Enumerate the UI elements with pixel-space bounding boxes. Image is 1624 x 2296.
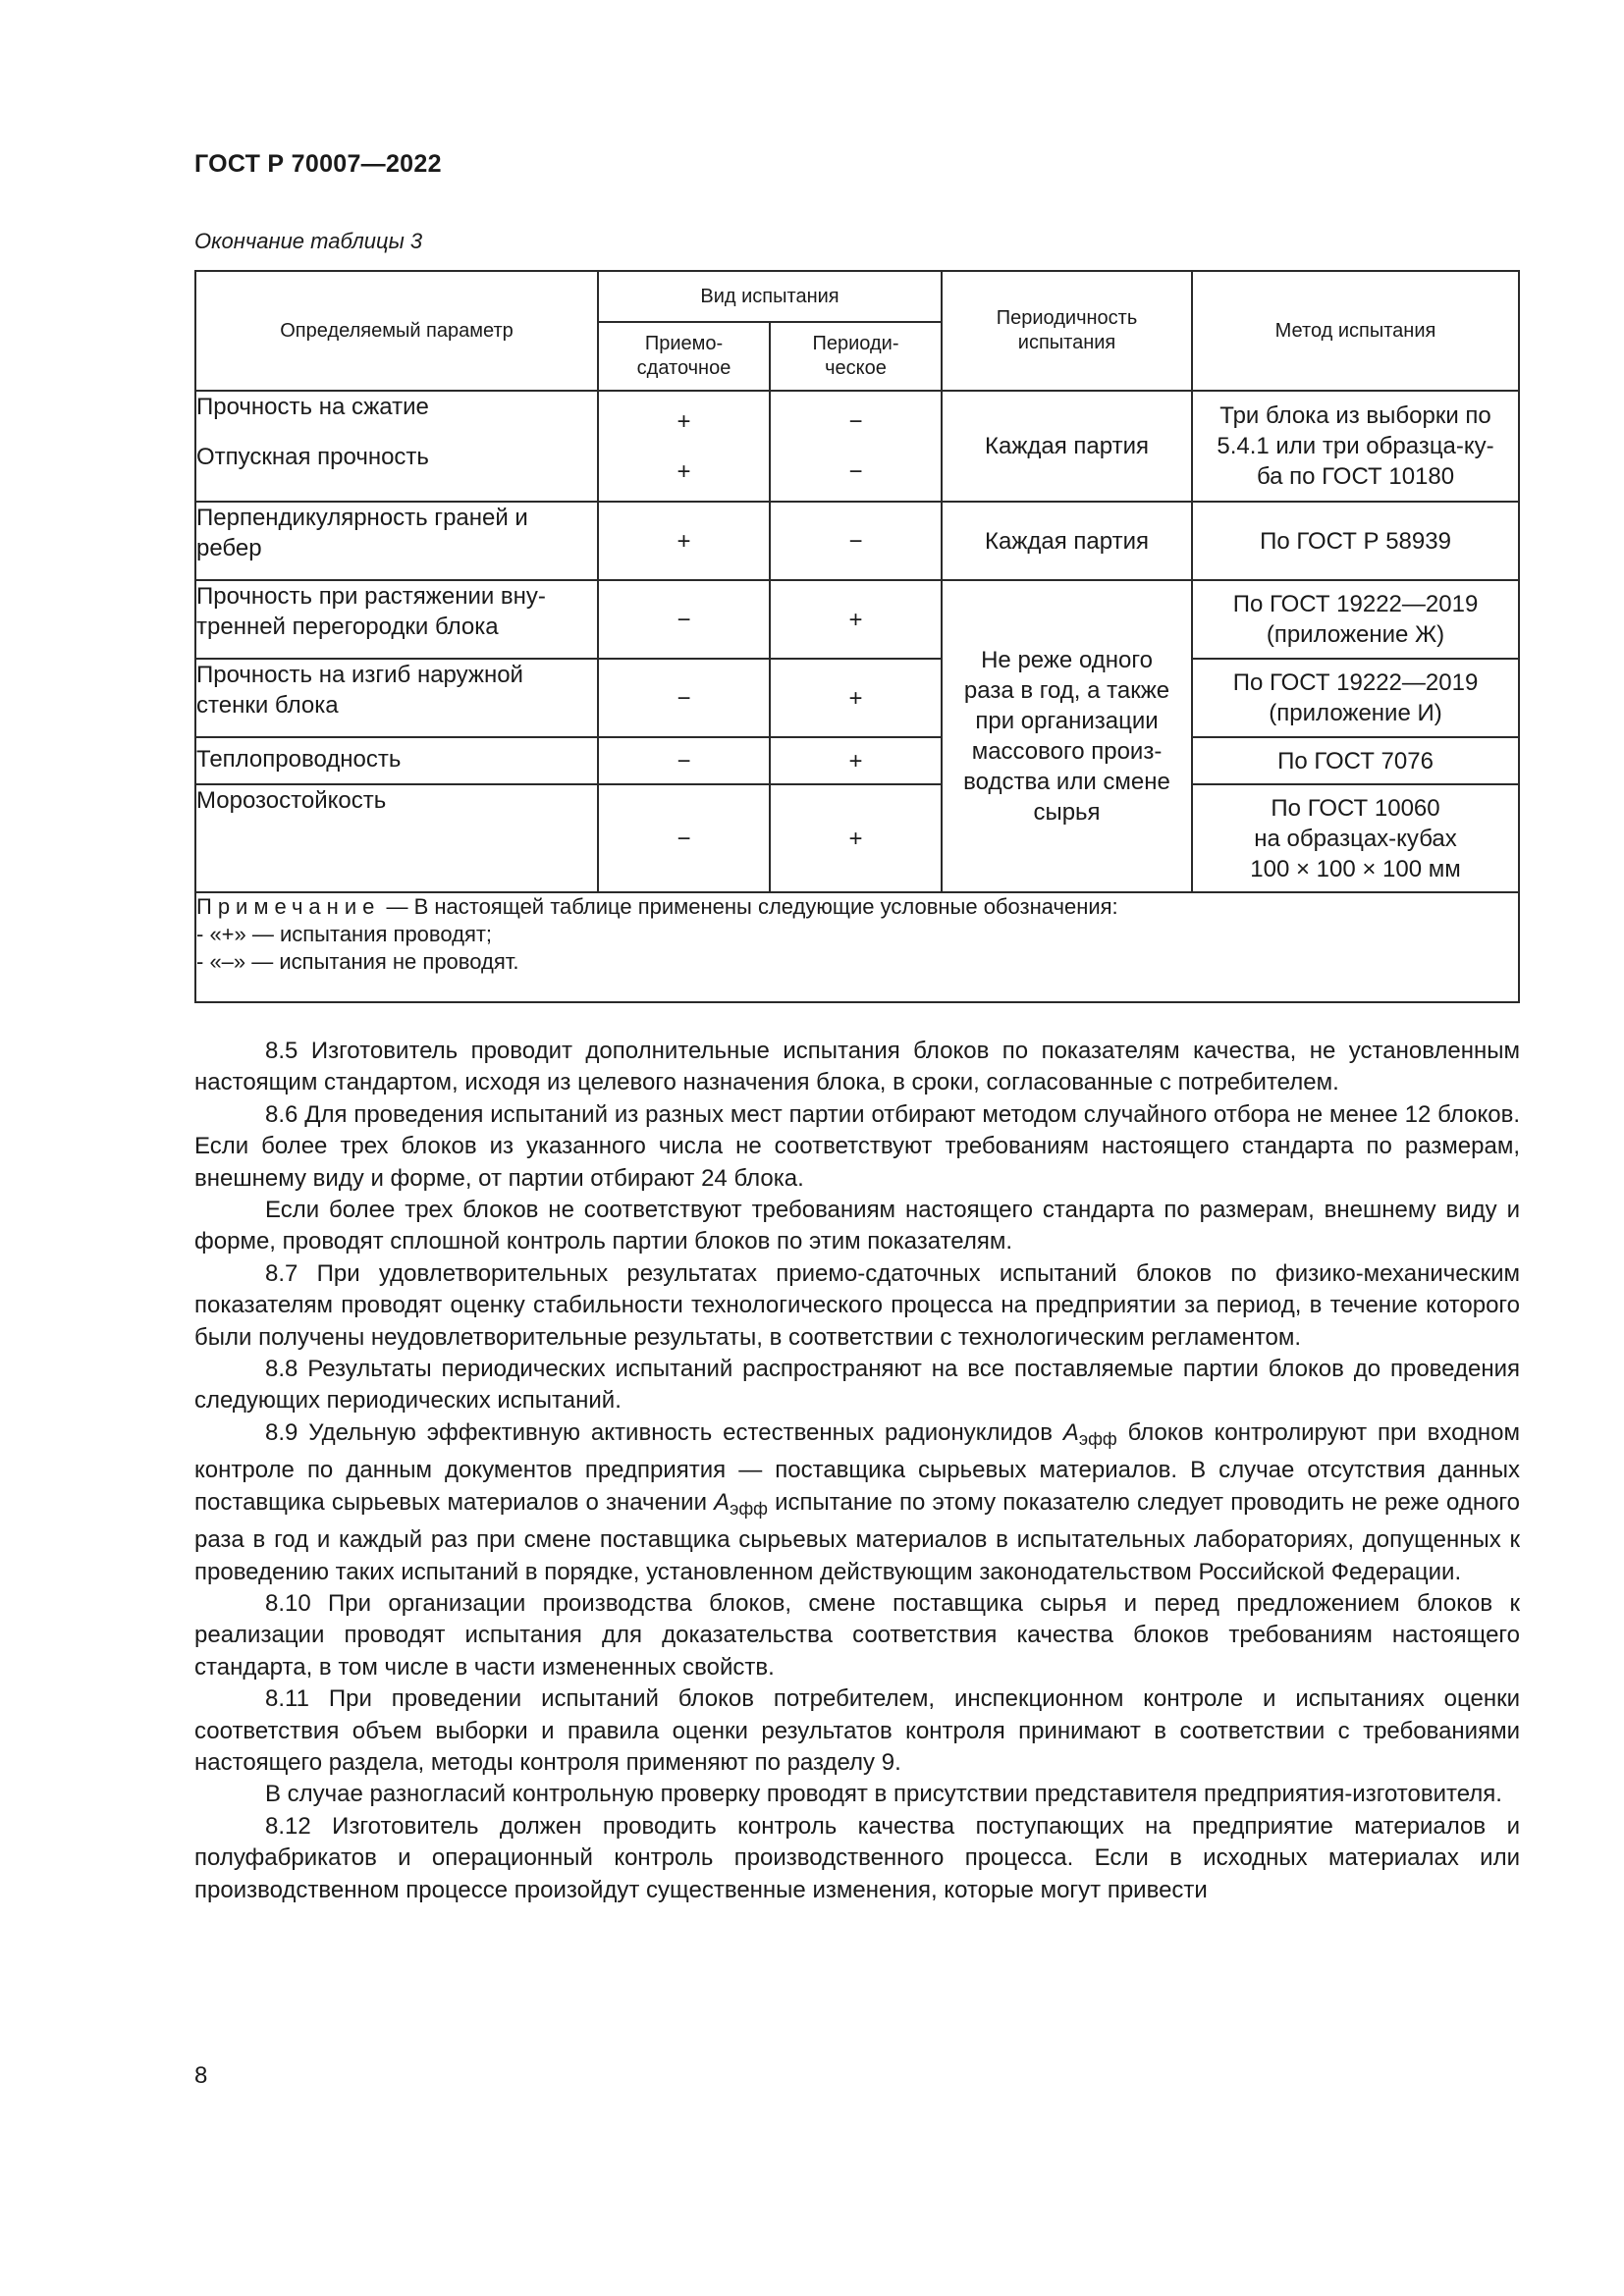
param-release-strength: Отпускная прочность [196, 444, 429, 470]
frequency-cell: Каждая партия [942, 502, 1192, 580]
frequency-line: водства или смене [963, 769, 1170, 795]
header-acceptance [598, 322, 770, 391]
header-frequency-line: испытания [1017, 332, 1116, 353]
p8-9-part3: испытание по этому показателю следует проводить не реже одного раза в год и каждый раз при смене поставщика сырьевых материалов в испытательных лабораториях, допущенных к проведению таких испытаний в порядке, установленном действующим законодательством Российской Федерации. [194, 1488, 1521, 1585]
periodic-mark: − [848, 457, 863, 485]
method-line: По ГОСТ 10060 [1271, 794, 1440, 822]
method-line: на образцах-кубах [1254, 825, 1457, 852]
method-line: ба по ГОСТ 10180 [1256, 463, 1455, 490]
param-line: стенки блока [196, 692, 339, 719]
header-test-type: Вид испытания [598, 271, 942, 322]
acceptance-mark: + [598, 502, 770, 580]
param-frost-resistance: Морозостойкость [195, 784, 598, 892]
table-note [195, 892, 1519, 1002]
page-number: 8 [194, 2062, 208, 2089]
acceptance-cell [598, 391, 770, 502]
paragraph-8-11-continued: В случае разногласий контрольную проверку проводят в присутствии представителя предприятия-изготовителя. [265, 1781, 1502, 1808]
paragraph-8-5: 8.5 Изготовитель проводит дополнительные испытания блоков по показателям качества, не установленным настоящим стандартом, исходя из целевого назначения блока, в сроки, согласованные с потребителем. [194, 1038, 1520, 1096]
method-cell [1192, 391, 1519, 502]
activity-symbol: A [714, 1488, 731, 1516]
frequency-line: Не реже одного [981, 647, 1153, 673]
method-cell: По ГОСТ 7076 [1192, 737, 1519, 784]
frequency-cell: Каждая партия [942, 391, 1192, 502]
param-line: ребер [196, 535, 262, 561]
header-method: Метод испытания [1192, 271, 1519, 391]
param-thermal-conductivity: Теплопроводность [195, 737, 598, 784]
acceptance-mark: − [598, 784, 770, 892]
paragraph-8-8: 8.8 Результаты периодических испытаний распространяют на все поставляемые партии блоков до проведения следующих периодических испытаний. [194, 1356, 1520, 1415]
note-label: Примечание [196, 894, 381, 919]
method-line: По ГОСТ 19222—2019 [1232, 669, 1479, 696]
param-cell [195, 659, 598, 737]
paragraph-8-6-continued: Если более трех блоков не соответствуют требованиям настоящего стандарта по размерам, внешнему виду и форме, проводят сплошной контроль партии блоков по этим показателям. [194, 1197, 1520, 1255]
header-acceptance-line: сдаточное [636, 357, 731, 379]
frequency-line: сырья [1033, 799, 1101, 826]
param-compressive-strength: Прочность на сжатие [196, 394, 429, 420]
note-line [196, 893, 1518, 921]
header-param: Определяемый параметр [195, 271, 598, 391]
note-line: - «+» — испытания проводят; [196, 922, 493, 946]
table-row [195, 784, 1519, 892]
method-line: 100 × 100 × 100 мм [1250, 855, 1461, 882]
paragraph-8-10: 8.10 При организации производства блоков, смене поставщика сырья и перед предложением блоков к реализации проводят испытания для доказательства соответствия качества блоков требованиям настоящего стандарта, в том числе в части измененных свойств. [194, 1589, 1520, 1681]
paragraph-8-6: 8.6 Для проведения испытаний из разных мест партии отбирают методом случайного отбора не менее 12 блоков. Если более трех блоков из указанного числа не соответствуют требованиям настоящего стандарта по размерам, внешнему виду и форме, от партии отбирают 24 блока. [194, 1100, 1520, 1192]
acceptance-mark: + [677, 407, 691, 435]
method-line: (приложение И) [1269, 700, 1442, 726]
header-acceptance-line: Приемо- [644, 333, 724, 354]
activity-subscript: эфф [1078, 1428, 1117, 1449]
periodic-mark: + [770, 580, 942, 659]
periodic-cell [770, 391, 942, 502]
method-line: (приложение Ж) [1266, 621, 1445, 648]
table-row [195, 737, 1519, 784]
note-line: - «–» — испытания не проводят. [196, 949, 519, 974]
paragraph-8-12: 8.12 Изготовитель должен проводить контроль качества поступающих на предприятие материалов и полуфабрикатов и операционный контроль производственного процесса. Если в исходных материалах или производственном процессе произойдут существенные изменения, которые могут привести [194, 1812, 1520, 1903]
body-text [194, 1036, 1520, 1906]
param-cell [195, 502, 598, 580]
table-row [195, 580, 1519, 659]
param-line: Прочность на изгиб наружной [196, 662, 523, 688]
acceptance-mark: − [598, 659, 770, 737]
table-row [195, 502, 1519, 580]
activity-symbol: A [1062, 1418, 1079, 1446]
document-id-header: ГОСТ Р 70007—2022 [194, 150, 442, 178]
header-frequency-line: Периодичность [996, 307, 1138, 329]
param-cell [195, 580, 598, 659]
frequency-line: массового произ- [971, 738, 1163, 765]
method-line: По ГОСТ 19222—2019 [1232, 591, 1479, 617]
method-cell [1192, 659, 1519, 737]
periodic-mark: − [848, 407, 863, 435]
activity-subscript: эфф [730, 1498, 768, 1519]
header-periodic [770, 322, 942, 391]
p8-9-part2: блоков контролируют при входном контроле по данным документов предприятия — поставщика сырьевых материалов. В случае отсутствия данных поставщика сырьевых материалов о значении [194, 1418, 1520, 1516]
param-line: Перпендикулярность граней и [196, 505, 528, 531]
param-line: Прочность при растяжении вну- [196, 583, 546, 610]
method-cell: По ГОСТ Р 58939 [1192, 502, 1519, 580]
frequency-line: раза в год, а также [963, 677, 1170, 704]
acceptance-mark: − [598, 737, 770, 784]
table-note-row [195, 892, 1519, 1002]
table-row [195, 391, 1519, 502]
method-cell [1192, 784, 1519, 892]
periodic-mark: + [770, 784, 942, 892]
note-text: — В настоящей таблице применены следующие условные обозначения: [380, 894, 1118, 919]
acceptance-mark: − [598, 580, 770, 659]
acceptance-mark: + [677, 457, 691, 485]
periodic-mark: + [770, 659, 942, 737]
p8-9-part1: 8.9 Удельную эффективную активность естественных радионуклидов [265, 1418, 1063, 1446]
param-cell [195, 391, 598, 502]
paragraph-8-7: 8.7 При удовлетворительных результатах приемо-сдаточных испытаний блоков по физико-механическим показателям проводят оценку стабильности технологического процесса на предприятии за период, в течение которого были получены неудовлетворительные результаты, в соответствии с технологическим регламентом. [194, 1259, 1520, 1351]
table-3 [194, 270, 1520, 1003]
header-periodic-line: Периоди- [812, 333, 899, 354]
table-row [195, 659, 1519, 737]
method-line: 5.4.1 или три образца-ку- [1217, 433, 1494, 459]
paragraph-8-11: 8.11 При проведении испытаний блоков потребителем, инспекционном контроле и испытаниях оценки соответствия объем выборки и правила оценки результатов контроля принимают в соответствии с требованиями настоящего раздела, методы контроля применяют по разделу 9. [194, 1685, 1520, 1776]
periodic-mark: + [770, 737, 942, 784]
frequency-line: при организации [975, 708, 1159, 734]
method-cell [1192, 580, 1519, 659]
frequency-cell-group [942, 580, 1192, 892]
periodic-mark: − [770, 502, 942, 580]
paragraph-8-9 [194, 1417, 1520, 1588]
header-frequency [942, 271, 1192, 391]
method-line: Три блока из выборки по [1219, 402, 1491, 429]
header-periodic-line: ческое [825, 357, 887, 379]
table-caption: Окончание таблицы 3 [194, 229, 423, 253]
param-line: тренней перегородки блока [196, 614, 499, 640]
